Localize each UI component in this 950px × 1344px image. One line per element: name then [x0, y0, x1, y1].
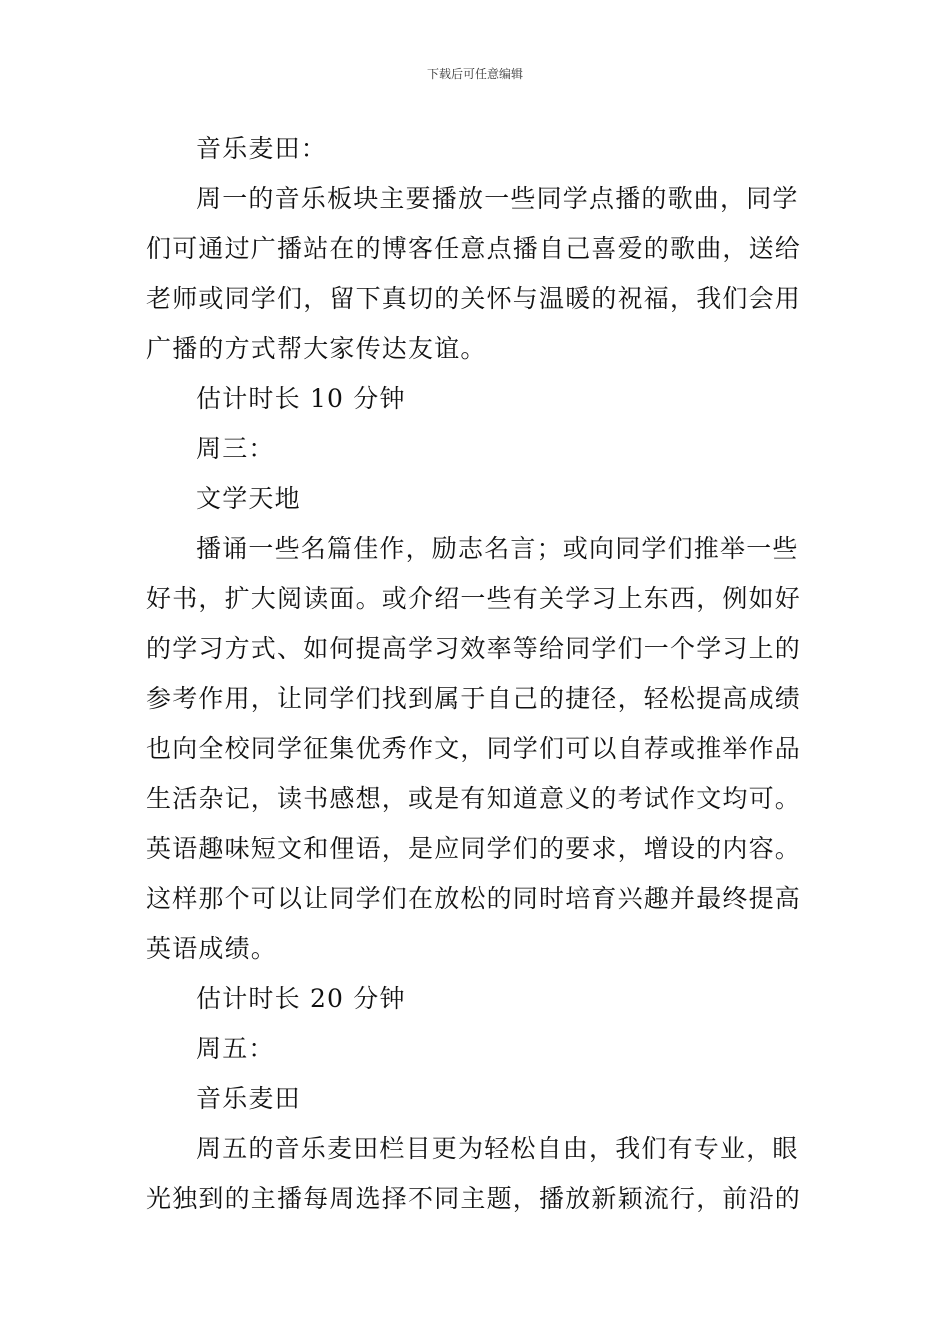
paragraph-line: 参考作用，让同学们找到属于自己的捷径，轻松提高成绩 — [146, 684, 802, 713]
paragraph-line: 英语成绩。 — [146, 934, 278, 963]
paragraph-line: 周一的音乐板块主要播放一些同学点播的歌曲，同学 — [196, 184, 799, 213]
section-heading: 周三： — [196, 434, 275, 463]
paragraph-line: 们可通过广播站在的博客任意点播自己喜爱的歌曲，送给 — [146, 234, 802, 263]
page-header: 下载后可任意编辑 — [426, 67, 523, 81]
duration-note: 估计时长 20 分钟 — [196, 984, 406, 1013]
paragraph-line: 周五的音乐麦田栏目更为轻松自由，我们有专业，眼 — [196, 1134, 799, 1163]
paragraph-line: 播诵一些名篇佳作，励志名言；或向同学们推举一些 — [196, 534, 799, 563]
duration-note: 估计时长 10 分钟 — [196, 384, 406, 413]
paragraph-line: 的学习方式、如何提高学习效率等给同学们一个学习上的 — [146, 634, 802, 663]
paragraph-line: 好书，扩大阅读面。或介绍一些有关学习上东西，例如好 — [146, 584, 802, 613]
paragraph-line: 光独到的主播每周选择不同主题，播放新颖流行，前沿的 — [146, 1184, 802, 1213]
section-heading: 音乐麦田： — [196, 134, 328, 163]
paragraph-line: 也向全校同学征集优秀作文，同学们可以自荐或推举作品 — [146, 734, 802, 763]
section-title: 文学天地 — [196, 484, 301, 513]
section-title: 音乐麦田 — [196, 1084, 301, 1113]
paragraph-line: 这样那个可以让同学们在放松的同时培育兴趣并最终提高 — [146, 884, 802, 913]
document-body — [146, 124, 806, 1224]
paragraph-line: 广播的方式帮大家传达友谊。 — [146, 334, 487, 363]
paragraph-line: 生活杂记，读书感想，或是有知道意义的考试作文均可。 — [146, 784, 802, 813]
paragraph-line: 老师或同学们，留下真切的关怀与温暖的祝福，我们会用 — [146, 284, 802, 313]
section-heading: 周五： — [196, 1034, 275, 1063]
paragraph-line: 英语趣味短文和俚语，是应同学们的要求，增设的内容。 — [146, 834, 802, 863]
